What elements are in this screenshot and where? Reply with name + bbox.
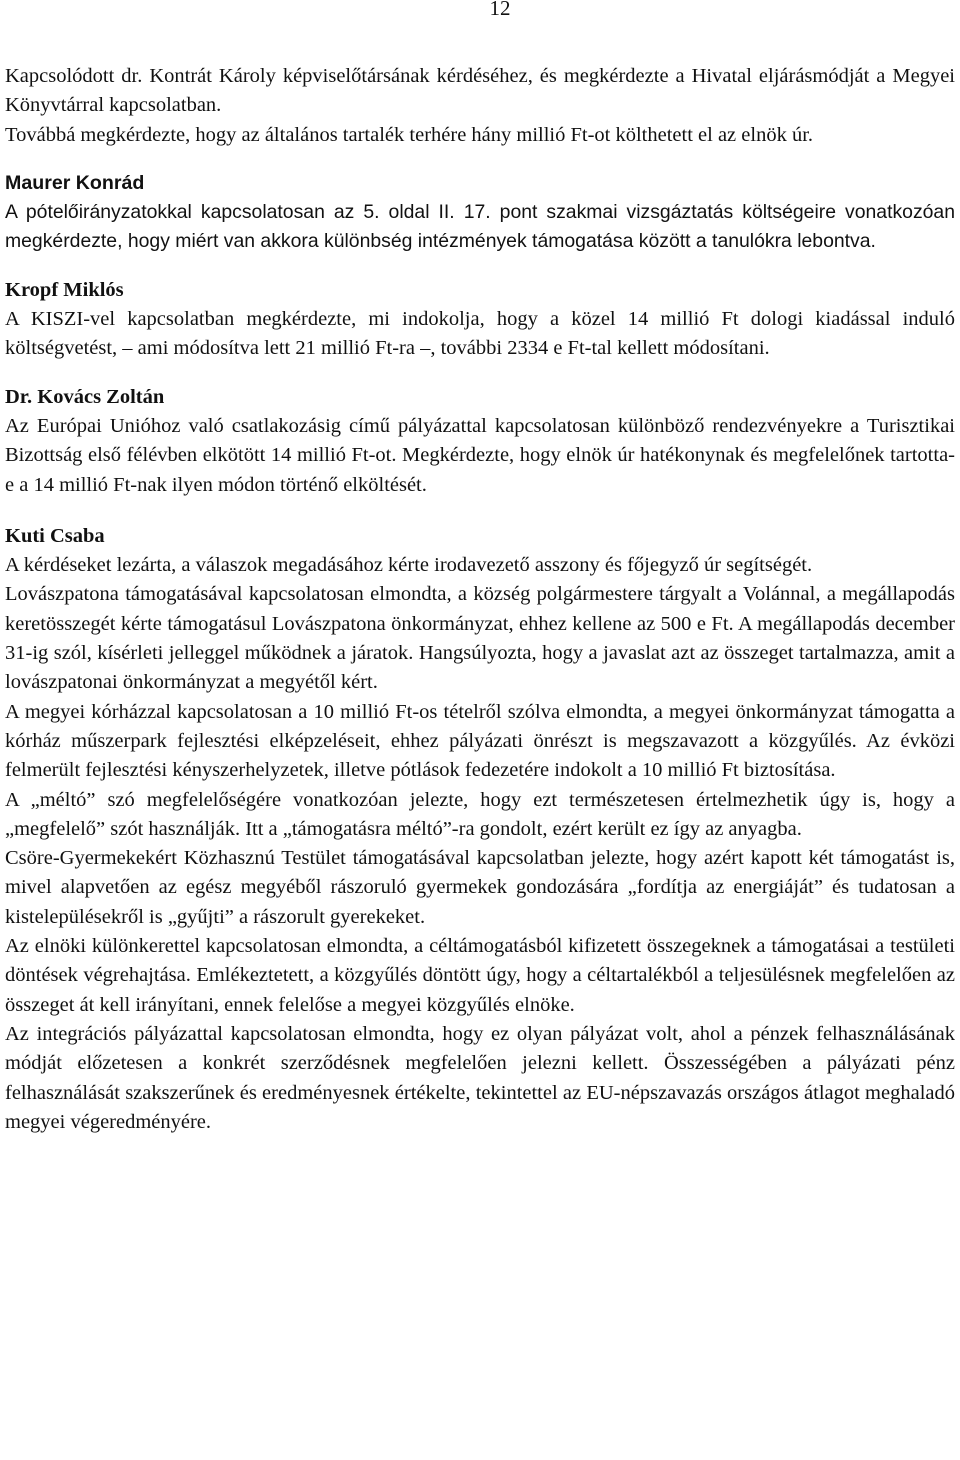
speaker-name: Kuti Csaba (5, 524, 105, 547)
paragraph: A pótelőirányzatokkal kapcsolatosan az 5. oldal II. 17. pont szakmai vizsgáztatás költségeire vonatkozóan megkérdezte, hogy miért van akkora különbség intézmények támogatása között a tanulókra lebontva. (5, 201, 955, 253)
speaker-name: Maurer Konrád (5, 171, 145, 194)
paragraph: Az elnöki különkerettel kapcsolatosan elmondta, a céltámogatásból kifizetett összegeknek a támogatásai a testületi döntések végrehajtása. Emlékeztetett, a közgyűlés döntött úgy, hogy a céltartalékból a teljesülésnek megfelelően az összeget át kell irányítani, ennek felelőse a megyei közgyűlés elnöke. (5, 935, 955, 1016)
block-maurer-konrad (5, 169, 955, 257)
paragraph: Csöre-Gyermekekért Közhasznú Testület támogatásával kapcsolatban jelezte, hogy azért kapott két támogatást is, mivel alapvetően az egész megyéből rászoruló gyermekek gondozására „fordítja az energiáját” és tudatosan a kistelepülésekről is „gyűjti” a rászorult gyerekeket. (5, 847, 955, 928)
block-kovacs-zoltan (5, 383, 955, 500)
block-kuti-csaba (5, 522, 955, 1137)
paragraph: Lovászpatona támogatásával kapcsolatosan elmondta, a község polgármestere tárgyalt a Volánnal, a megállapodás keretösszegét kérte támogatásul Lovászpatona önkormányzat, ehhez kellene az 500 e Ft. A megállapodás december 31-ig szól, kísérleti jelleggel működnek a járatok. Hangsúlyozta, hogy a javaslat azt az összeget tartalmazza, amit a lovászpatonai önkormányzat a megyétől kért. (5, 583, 955, 694)
paragraph: A „méltó” szó megfelelőségére vonatkozóan jelezte, hogy ezt természetesen értelmezhetik úgy is, hogy a „megfelelő” szót használják. Itt a „támogatásra méltó”-ra gondolt, ezért került ez így az anyagba. (5, 788, 955, 840)
paragraph: A KISZI-vel kapcsolatban megkérdezte, mi indokolja, hogy a közel 14 millió Ft dologi kiadással induló költségvetést, – ami módosítva lett 21 millió Ft-ra –, további 2334 e Ft-tal kellett módosítani. (5, 308, 955, 360)
paragraph: A kérdéseket lezárta, a válaszok megadásához kérte irodavezető asszony és főjegyző úr segítségét. (5, 554, 813, 577)
block-intro (5, 62, 955, 150)
speaker-name: Dr. Kovács Zoltán (5, 385, 165, 408)
paragraph: Az Európai Unióhoz való csatlakozásig című pályázattal kapcsolatosan különböző rendezvényekre a Turisztikai Bizottság első félévben elkötött 14 millió Ft-ot. Megkérdezte, hogy elnök úr hatékonynak és megfelelőnek tartotta-e a 14 millió Ft-nak ilyen módon történő elköltését. (5, 414, 955, 496)
paragraph: Továbbá megkérdezte, hogy az általános tartalék terhére hány millió Ft-ot költhetett el az elnök úr. (5, 123, 814, 146)
speaker-name: Kropf Miklós (5, 278, 124, 301)
paragraph: A megyei kórházzal kapcsolatosan a 10 millió Ft-os tételről szólva elmondta, a megyei önkormányzat támogatta a kórház műszerpark fejlesztési elképzeléseit, ehhez pályázati önrészt is megszavazott a közgyűlés. Az évközi felmerült fejlesztési kényszerhelyzetek, illetve pótlások fedezetére indokolt a 10 millió Ft biztosítása. (5, 700, 955, 782)
document-body (5, 62, 955, 1137)
block-kropf-miklos (5, 276, 955, 364)
paragraph: Kapcsolódott dr. Kontrát Károly képviselőtársának kérdéséhez, és megkérdezte a Hivatal eljárásmódját a Megyei Könyvtárral kapcsolatban. (5, 65, 955, 117)
paragraph: Az integrációs pályázattal kapcsolatosan elmondta, hogy ez olyan pályázat volt, ahol a pénzek felhasználásának módját előzetesen a konkrét szerződésnek megfelelően jelezni kellett. Összességében a pályázati pénz felhasználását szakszerűnek és eredményesnek értékelte, tekintettel az EU-népszavazás országos átlagot meghaladó megyei végeredményére. (5, 1022, 955, 1133)
page-number: 12 (489, 0, 511, 20)
